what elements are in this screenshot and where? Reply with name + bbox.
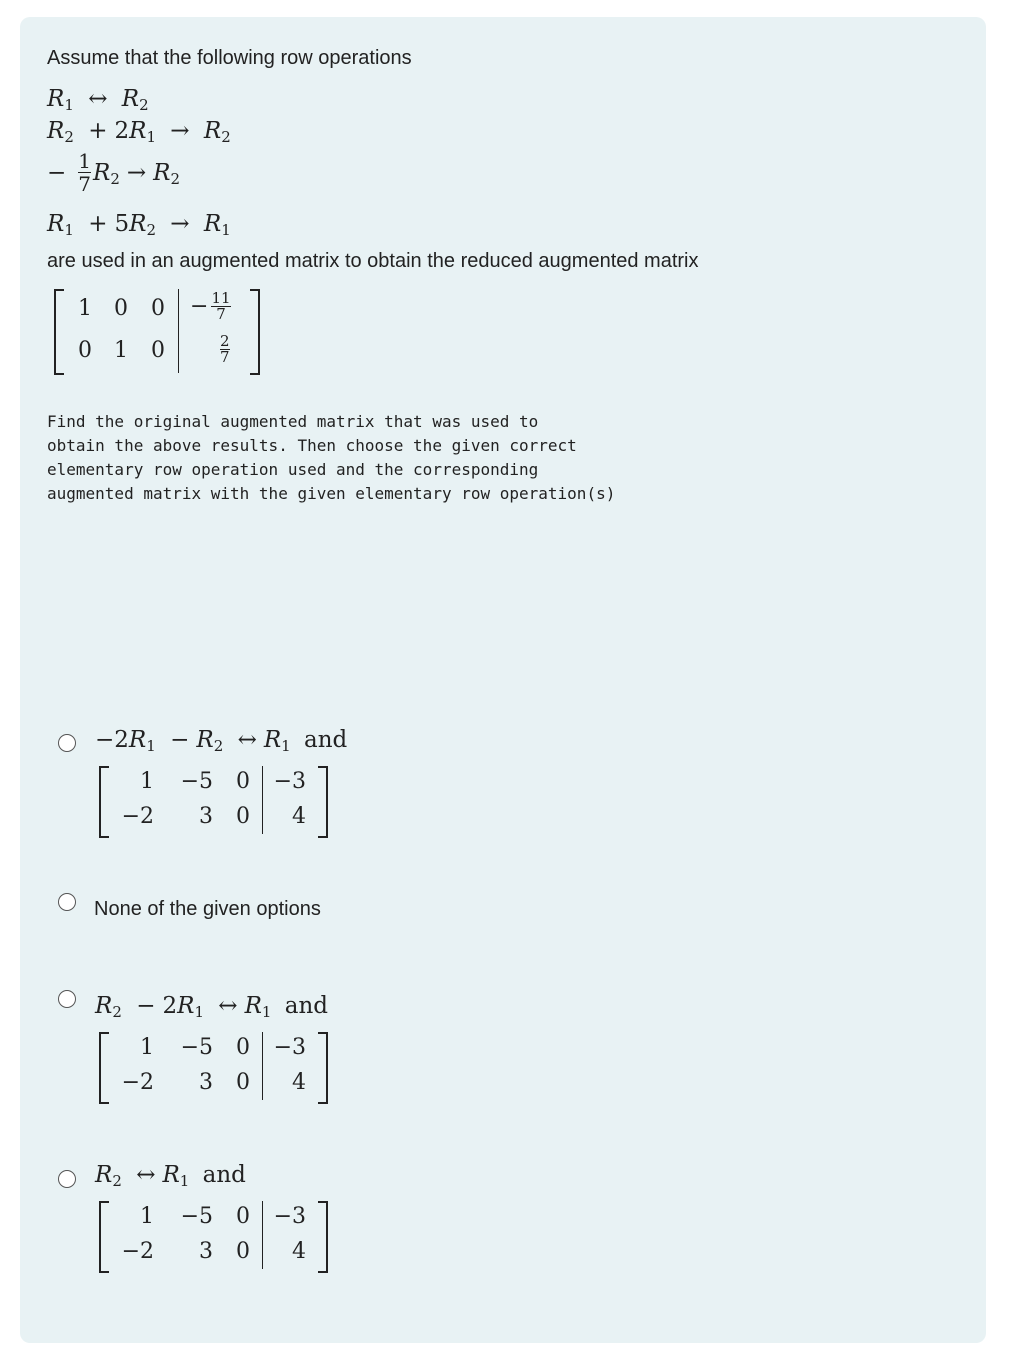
matrix-cell: 1 [114,338,128,363]
intro-text: Assume that the following row operations [47,47,412,69]
row-op-4: $R_1 + 5R_2 \to R_1$ [47,211,231,239]
left-bracket [99,766,109,838]
instructions-text: Find the original augmented matrix that was used to obtain the above results. Then choose the given correct elementary row operation used and the corresponding augmented matrix with the given elementary row operation(s) [47,412,616,503]
matrix-cell: 0 [236,804,250,829]
augment-line [178,289,179,373]
augment-line [262,766,263,834]
after-ops-text: are used in an augmented matrix to obtain the reduced augmented matrix [47,250,699,272]
option-2-label: None of the given options [94,898,321,920]
left-bracket [99,1032,109,1104]
row-op-3: − $\frac{1}{7}$ $R_2$ → $R_2$ [47,149,181,196]
option-4-radio[interactable] [58,1170,76,1188]
option-1-operation: $-2R_1 - R_2$ ↔ $R_1$ and [95,727,348,755]
aug-cell-fraction: $\frac{2}{7}$ [220,332,230,366]
row-op-1: $R_1$ ↔ $R_2$ [47,86,149,114]
matrix-cell: −5 [180,1204,213,1229]
matrix-cell: 1 [140,769,154,794]
augment-line [262,1201,263,1269]
matrix-cell: 0 [236,1070,250,1095]
right-bracket [318,1032,328,1104]
matrix-cell: −5 [180,1035,213,1060]
option-2-radio[interactable] [58,893,76,911]
fraction-one-seventh: $\frac{1}{7}$ [78,149,92,196]
aug-cell-fraction: − $\frac{11}{7}$ [190,289,231,323]
matrix-cell: 0 [236,1204,250,1229]
right-bracket [250,289,260,375]
matrix-cell: 0 [236,1239,250,1264]
matrix-cell: 0 [151,296,165,321]
matrix-cell: 4 [292,804,306,829]
matrix-cell: 0 [236,769,250,794]
left-bracket [99,1201,109,1273]
augment-line [262,1032,263,1100]
matrix-cell: 4 [292,1239,306,1264]
matrix-cell: −2 [121,804,154,829]
matrix-cell: −3 [273,1204,306,1229]
matrix-cell: 3 [199,804,213,829]
left-bracket [54,289,64,375]
matrix-cell: 4 [292,1070,306,1095]
matrix-cell: 0 [236,1035,250,1060]
matrix-cell: 1 [140,1035,154,1060]
option-3-operation: $R_2 - 2R_1$ ↔ $R_1$ and [95,993,329,1021]
option-1-radio[interactable] [58,734,76,752]
row-op-2: $R_2 + 2R_1 \to R_2$ [47,118,231,146]
matrix-cell: 0 [78,338,92,363]
matrix-cell: 3 [199,1070,213,1095]
matrix-cell: 1 [78,296,92,321]
matrix-cell: 1 [140,1204,154,1229]
right-bracket [318,766,328,838]
matrix-cell: −3 [273,769,306,794]
option-4-operation: $R_2$ ↔ $R_1$ and [95,1162,246,1190]
matrix-cell: 0 [151,338,165,363]
matrix-cell: −3 [273,1035,306,1060]
matrix-cell: −2 [121,1070,154,1095]
matrix-cell: 3 [199,1239,213,1264]
matrix-cell: 0 [114,296,128,321]
matrix-cell: −2 [121,1239,154,1264]
right-bracket [318,1201,328,1273]
matrix-cell: −5 [180,769,213,794]
option-3-radio[interactable] [58,990,76,1008]
